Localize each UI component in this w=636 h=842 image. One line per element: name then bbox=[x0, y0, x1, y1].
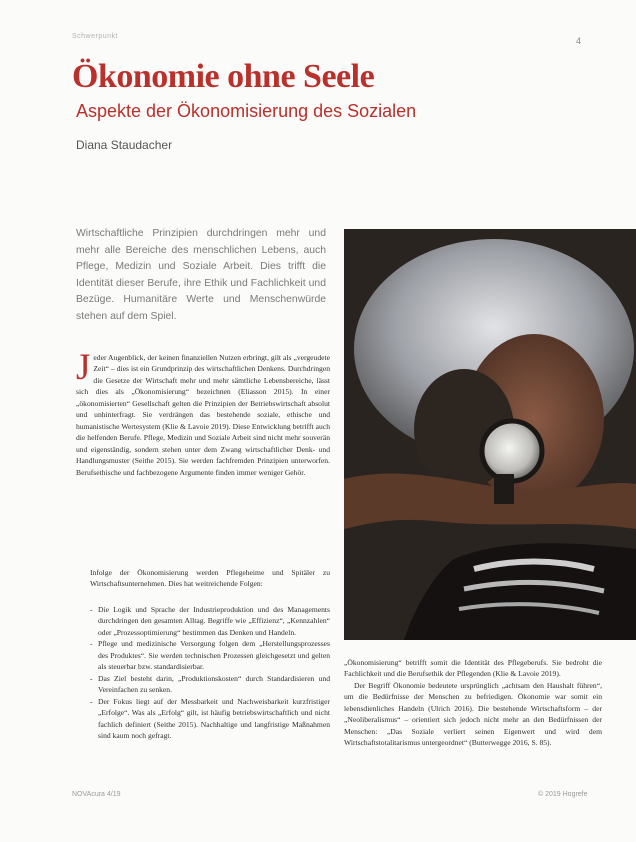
drop-cap: J bbox=[76, 347, 91, 388]
list-item: - Pflege und medizinische Versorgung folgen dem „Herstellungsprozesses des Produktes“. Sie werden technischen Prozessen gleichgesetzt und gelten als steuerbar bzw. standardisierbar. bbox=[90, 638, 330, 672]
author-name: Diana Staudacher bbox=[76, 138, 173, 152]
body-paragraph: Der Begriff Ökonomie bedeutete ursprünglich „achtsam den Haushalt führen“, um die Bedürfnisse der Menschen zu befriedigen. Ökonomie war somit ein lebensdienliches Handeln (Ulrich 2016). Die bestehende Wirtschaftsform – der „Neoliberalismus“ – orientiert sich jedoch nicht mehr an den Bedürfnissen der Menschen: „Das Soziale verliert seinen Eigenwert und wird dem Wirtschaftstotalitarismus untergeordnet“ (Butterwegge 2016, S. 85). bbox=[344, 680, 602, 748]
list-item: - Die Logik und Sprache der Industrieproduktion und des Managements durchdringen den gesamten Alltag. Begriffe wie „Effizienz“, „Kennzahlen“ oder „Prozessoptimierung“ bestimmen das Denken und Handeln. bbox=[90, 604, 330, 638]
intro-paragraph bbox=[76, 347, 330, 478]
footer-journal: NOVAcura 4/19 bbox=[72, 791, 121, 798]
page-number: 4 bbox=[576, 36, 582, 46]
photo-illustration bbox=[344, 229, 636, 640]
section-label: Schwerpunkt bbox=[72, 33, 118, 40]
lead-paragraph: Wirtschaftliche Prinzipien durchdringen mehr und mehr alle Bereiche des menschlichen Lebens, auch Pflege, Medizin und Soziale Arbeit. Dies trifft die Identität dieser Berufe, ihre Ethik und Fachlichkeit und Bezüge. Humanitäre Werte und Menschenwürde stehen auf dem Spiel. bbox=[76, 228, 326, 322]
footer-copyright: © 2019 Hogrefe bbox=[538, 791, 588, 798]
article-subtitle: Aspekte der Ökonomisierung des Sozialen bbox=[76, 101, 417, 121]
body-paragraph: „Ökonomisierung“ betrifft somit die Identität des Pflegeberufs. Sie bedroht die Fachlichkeit und die Berufsethik der Pflegenden (Klie & Lavoie 2019). bbox=[344, 658, 602, 679]
article-photo bbox=[344, 229, 636, 640]
intro-text: eder Augenblick, der keinen finanziellen Nutzen erbringt, gilt als „vergeudete Zeit“ – dies ist ein Grundprinzip des wirtschaftlichen Denkens. Durchdringen die Gesetze der Wirtschaft mehr und mehr sämtliche Lebensbereiche, lässt sich dies als „Ökonomisierung“ bezeichnen (Eliasson 2015). In einer „ökonomisierten“ Gesellschaft gelten die Prinzipien der Betriebswirtschaft absolut und unhinterfragt. Sie verdrängen das bestehende soziale, ethische und humanistische Wertesystem (Klie & Lavoie 2019). Diese Entwicklung betrifft auch die helfenden Berufe. Pflege, Medizin und Soziale Arbeit sind nicht mehr souverän und eigenständig, sondern stehen unter dem Zwang wirtschaftlicher Denk- und Handlungsmuster (Seithe 2015). Sie werden fachfremden Prinzipien unterworfen. Berufsethische und fachbezogene Argumente finden immer weniger Gehör. bbox=[76, 353, 330, 477]
list-item: - Das Ziel besteht darin, „Produktionskosten“ durch Standardisieren und Vereinfachen zu senken. bbox=[90, 673, 330, 696]
consequences-list bbox=[90, 604, 330, 741]
article-title: Ökonomie ohne Seele bbox=[72, 58, 375, 95]
right-column-text bbox=[344, 657, 602, 749]
list-item: - Der Fokus liegt auf der Messbarkeit und Nachweisbarkeit kurzfristiger „Erfolge“. Was als „Erfolg“ gilt, ist häufig betriebswirtschaftlich und nicht fachlich definiert (Seithe 2015). Nachhaltige und langfristige Maßnahmen sind kaum noch gefragt. bbox=[90, 696, 330, 742]
body-paragraph: Infolge der Ökonomisierung werden Pflegeheime und Spitäler zu Wirtschaftsunternehmen. Dies hat weitreichende Folgen: bbox=[90, 568, 330, 589]
